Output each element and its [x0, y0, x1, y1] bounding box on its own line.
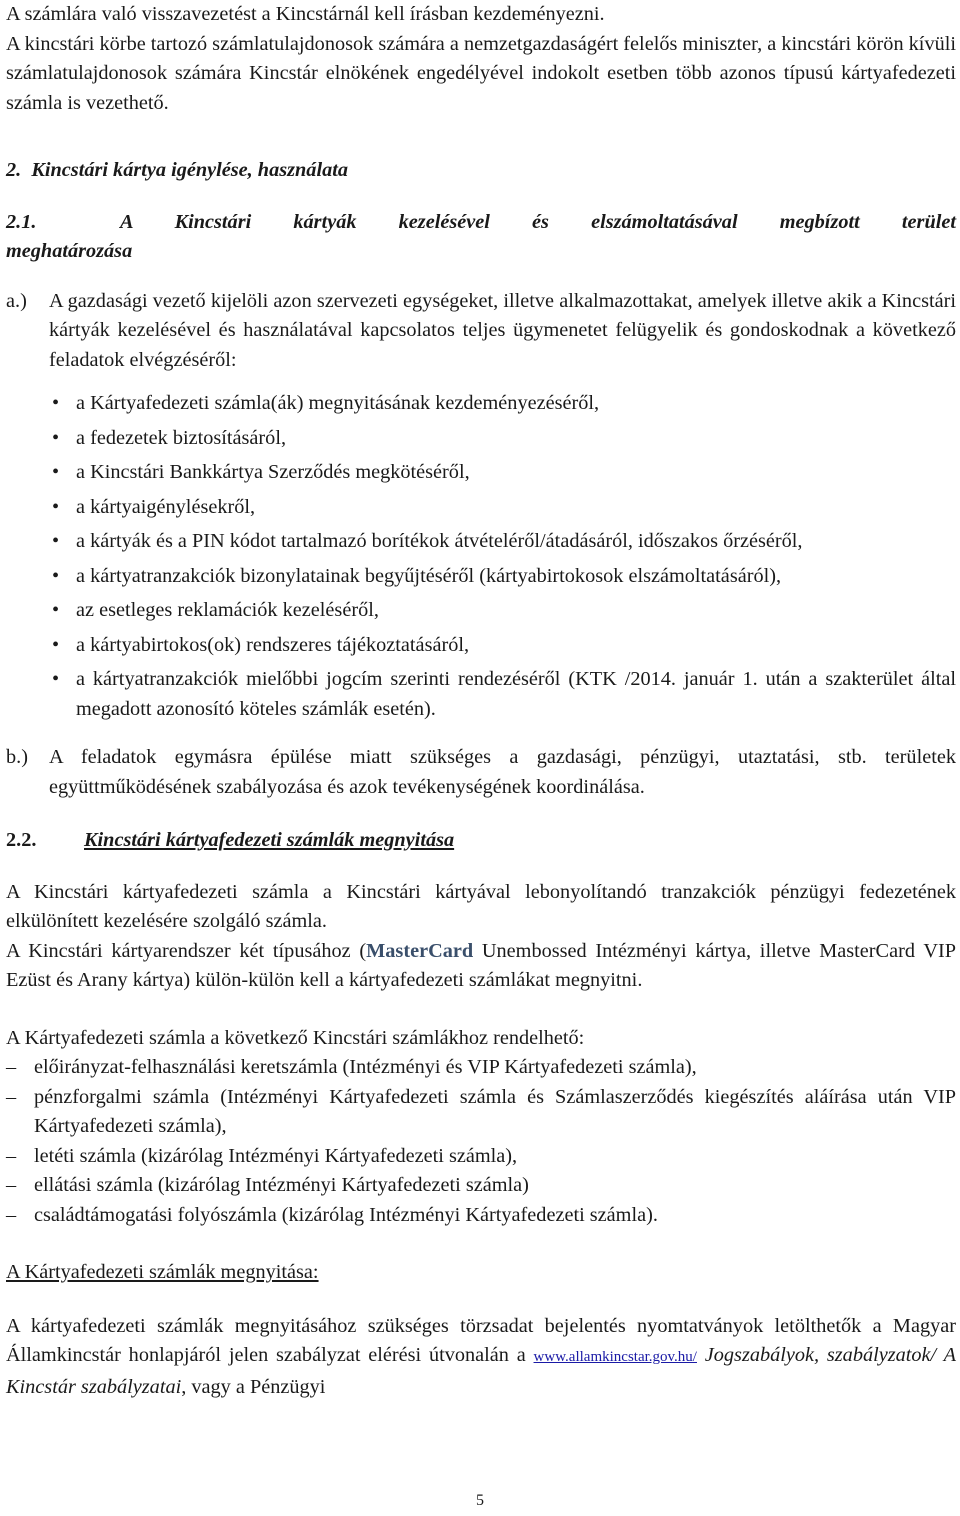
list-item: – pénzforgalmi számla (Intézményi Kártyafedezeti számla és Számlaszerződés kiegészítés aláírása után VIP Kártyafedezeti számla),	[6, 1083, 956, 1142]
list-item: • a kártyabirtokos(ok) rendszeres tájékoztatásáról,	[6, 631, 956, 661]
intro-line: A számlára való visszavezetést a Kincstárnál kell írásban kezdeményezni.	[6, 3, 605, 25]
item-label-b: b.)	[6, 746, 28, 768]
list-item: • a kártyaigénylésekről,	[6, 493, 956, 523]
list-item: – családtámogatási folyószámla (kizárólag Intézményi Kártyafedezeti számla).	[6, 1201, 956, 1231]
list-item: • a kártyák és a PIN kódot tartalmazó borítékok átvételéről/átadásáról, időszakos őrzéséről,	[6, 527, 956, 557]
section-2-2-number: 2.2.	[6, 829, 37, 851]
intro-paragraph: A kincstári körbe tartozó számlatulajdonosok számára a nemzetgazdaságért felelős miniszter, a kincstári körön kívüli számlatulajdonosok számára Kincstár elnökének engedélyével indokolt esetben több azonos típusú kártyafedezeti számla is vezethető.	[6, 32, 956, 114]
bullet-icon: •	[52, 530, 60, 552]
list-item: • a fedezetek biztosításáról,	[6, 424, 956, 454]
section-2-2-para-3: A Kártyafedezeti számla a következő Kincstári számlákhoz rendelhető:	[6, 1026, 585, 1049]
allamkincstar-link[interactable]: www.allamkincstar.gov.hu/	[533, 1349, 697, 1365]
list-item: • a kártyatranzakciók bizonylatainak begyűjtéséről (kártyabirtokosok elszámoltatásáról),	[6, 562, 956, 592]
account-dash-list	[6, 1053, 956, 1230]
section-2-heading: 2. Kincstári kártya igénylése, használata	[6, 159, 348, 181]
section-2-1-heading	[6, 208, 956, 267]
section-2-2-title: Kincstári kártyafedezeti számlák megnyitása	[84, 829, 455, 851]
section-2-2-para-4: A kártyafedezeti számlák megnyitásához szükséges törzsadat bejelentés nyomtatványok letölthetők a Magyar Államkincstár honlapjáról jelen szabályzat elérési útvonalán a www.allamkincstar.gov.hu/ Jogszabályok, szabályzatok/ A Kincstár szabályzatai, vagy a Pénzügyi	[6, 1314, 956, 1398]
dash-icon: –	[6, 1144, 17, 1167]
mastercard-brand: MasterCard	[366, 939, 474, 962]
section-2-1-a	[6, 287, 956, 376]
subheading-account-opening: A Kártyafedezeti számlák megnyitása:	[6, 1261, 319, 1283]
bullet-icon: •	[52, 426, 60, 449]
list-item: – előirányzat-felhasználási keretszámla (Intézményi és VIP Kártyafedezeti számla),	[6, 1053, 956, 1083]
dash-icon: –	[6, 1056, 17, 1078]
section-2-2-para-2: A Kincstári kártyarendszer két típusához (MasterCard Unembossed Intézményi kártya, illetve MasterCard VIP Ezüst és Arany kártya) külön-külön kell a kártyafedezeti számlákat megnyitni.	[6, 939, 957, 991]
bullet-icon: •	[52, 564, 60, 587]
list-item: • az esetleges reklamációk kezeléséről,	[6, 596, 956, 626]
section-2-1-title: 2.1. A Kincstári kártyák kezelésével és elszámoltatásával megbízott terület	[6, 210, 956, 233]
dash-icon: –	[6, 1174, 17, 1196]
section-2-1-b	[6, 743, 956, 802]
list-item: • a Kincstári Bankkártya Szerződés megkötéséről,	[6, 458, 956, 488]
bullet-icon: •	[52, 633, 60, 656]
list-item: – ellátási számla (kizárólag Intézményi Kártyafedezeti számla)	[6, 1171, 956, 1201]
document-page	[6, 0, 956, 1402]
page-number: 5	[476, 1492, 484, 1509]
bullet-icon: •	[52, 668, 60, 690]
dash-icon: –	[6, 1203, 17, 1226]
path-text: Jogszabályok, szabályzatok/ A Kincstár szabályzatai	[6, 1344, 956, 1398]
list-item: • a kártyatranzakciók mielőbbi jogcím szerinti rendezéséről (KTK /2014. január 1. után a szakterület által megadott azonosító köteles számlák esetén).	[6, 665, 956, 724]
section-2-2-heading	[6, 826, 956, 856]
section-2-1-title-cont: meghatározása	[6, 240, 133, 262]
list-item: • a Kártyafedezeti számla(ák) megnyitásának kezdeményezéséről,	[6, 389, 956, 419]
task-bullet-list	[6, 389, 956, 724]
list-item: – letéti számla (kizárólag Intézményi Kártyafedezeti számla),	[6, 1142, 956, 1172]
bullet-icon: •	[52, 461, 60, 483]
bullet-icon: •	[52, 392, 60, 414]
item-text-a: A gazdasági vezető kijelöli azon szervezeti egységeket, illetve alkalmazottakat, amelyek illetve akik a Kincstári kártyák kezelésével és használatával kapcsolatos teljes ügymenetet felügyelik és gondoskodnak a következő feladatok elvégzéséről:	[49, 289, 956, 371]
bullet-icon: •	[52, 495, 60, 518]
section-2-2-para-1: A Kincstári kártyafedezeti számla a Kincstári kártyával lebonyolítandó tranzakciók pénzügyi fedezetének elkülönített kezelésére szolgáló számla.	[6, 880, 956, 932]
item-label-a: a.)	[6, 289, 27, 312]
dash-icon: –	[6, 1085, 17, 1108]
item-text-b: A feladatok egymásra épülése miatt szükséges a gazdasági, pénzügyi, utaztatási, stb. területek együttműködésének szabályozása és azok tevékenységének koordinálása.	[49, 746, 956, 798]
bullet-icon: •	[52, 599, 60, 621]
